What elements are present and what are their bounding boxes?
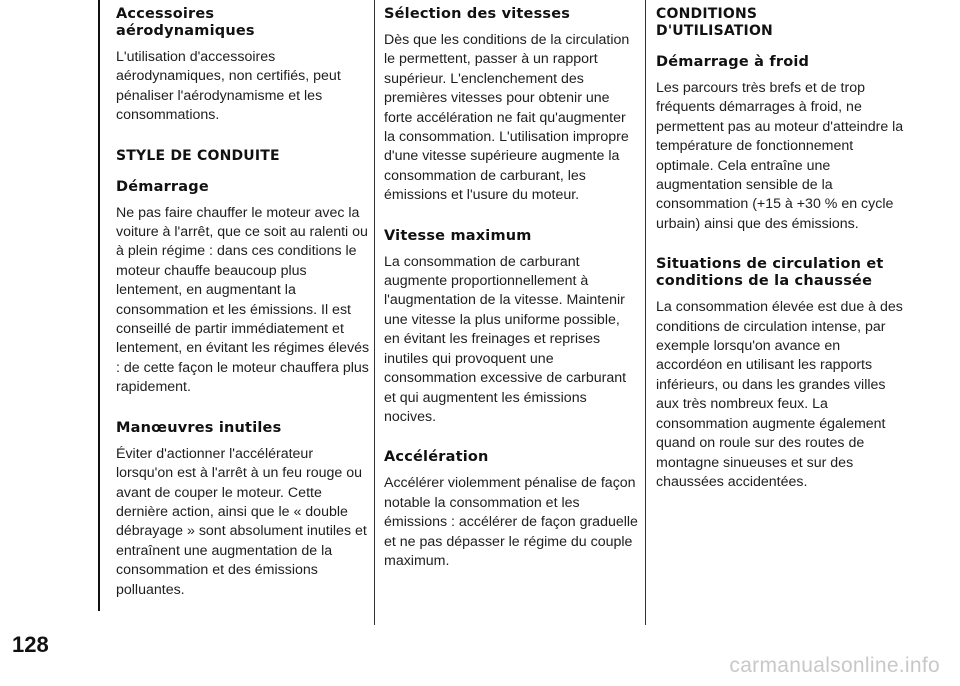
page-number: 128	[12, 632, 49, 657]
heading-style-de-conduite: STYLE DE CONDUITE	[116, 147, 280, 164]
heading-manoeuvres: Manœuvres inutiles	[116, 419, 282, 436]
column-1	[116, 6, 370, 600]
paragraph-demarrage: Ne pas faire chauffer le moteur avec la voiture à l'arrêt, que ce soit au ralenti ou à plein régime : dans ces conditions le moteur chauffe beaucoup plus lentement, en augmentant la consommation et les émissions. Il est conseillé de partir immédiatement et lentement, en évitant les régimes élevés : de cette façon le moteur chauffera plus rapidement.	[116, 204, 370, 396]
heading-conditions-utilisation: CONDITIONS D'UTILISATION	[656, 6, 773, 39]
paragraph-demarrage-a-froid: Les parcours très brefs et de trop fréquents démarrages à froid, ne permettent pas au moteur d'atteindre la température de fonctionnement optimale. Cela entraîne une augmentation sensible de la consommation (+15 à +30 % en cycle urbain) ainsi que des émissions.	[656, 80, 904, 232]
paragraph-selection-vitesses: Dès que les conditions de la circulation le permettent, passer à un rapport supérieur. L'enclenchement des premières vitesses pour obtenir une forte accélération ne fait qu'augmenter la consommation. L'utilisation impropre d'une vitesse supérieure augmente la consommation de carburant, les émissions et l'usure du moteur.	[384, 32, 630, 204]
heading-selection-vitesses: Sélection des vitesses	[384, 6, 571, 22]
paragraph-acceleration: Accélérer violemment pénalise de façon notable la consommation et les émissions : accélérer de façon graduelle et ne pas dépasser le régime du couple maximum.	[384, 475, 638, 569]
paragraph-vitesse-maximum: La consommation de carburant augmente proportionnellement à l'augmentation de la vitesse. Maintenir une vitesse la plus uniforme possible, en évitant les freinages et reprises inutiles qui provoquent une consommation excessive de carburant et qui augmentent les émissions nocives.	[384, 253, 627, 425]
heading-vitesse-maximum: Vitesse maximum	[384, 227, 532, 244]
section-tab-rule	[98, 0, 100, 611]
heading-accessoires: Accessoires aérodynamiques	[116, 6, 255, 39]
paragraph-accessoires: L'utilisation d'accessoires aérodynamiques, non certifiés, peut pénaliser l'aérodynamisme et les consommations.	[116, 49, 341, 124]
column-3	[656, 6, 910, 492]
heading-demarrage-a-froid: Démarrage à froid	[656, 54, 810, 70]
paragraph-manoeuvres: Éviter d'actionner l'accélérateur lorsqu'on est à l'arrêt à un feu rouge ou avant de couper le moteur. Cette dernière action, ainsi que le « double débrayage » sont absolument inutiles et entraînent une augmentation de la consommation et des émissions polluantes.	[116, 445, 367, 598]
column-2	[384, 6, 638, 571]
column-divider-2	[645, 0, 646, 625]
watermark-text: carmanualsonline.info	[729, 654, 940, 677]
heading-demarrage: Démarrage	[116, 178, 209, 195]
heading-situations-circulation: Situations de circulation et conditions de la chaussée	[656, 256, 884, 290]
paragraph-situations-circulation: La consommation élevée est due à des conditions de circulation intense, par exemple lorsqu'on avance en accordéon en utilisant les rapports inférieurs, ou dans les grandes villes aux très nombreux feux. La consommation augmente également quand on roule sur des routes de montagne sinueuses et sur des chaussées accidentées.	[656, 299, 903, 490]
heading-acceleration: Accélération	[384, 449, 489, 466]
column-divider-1	[374, 0, 375, 625]
